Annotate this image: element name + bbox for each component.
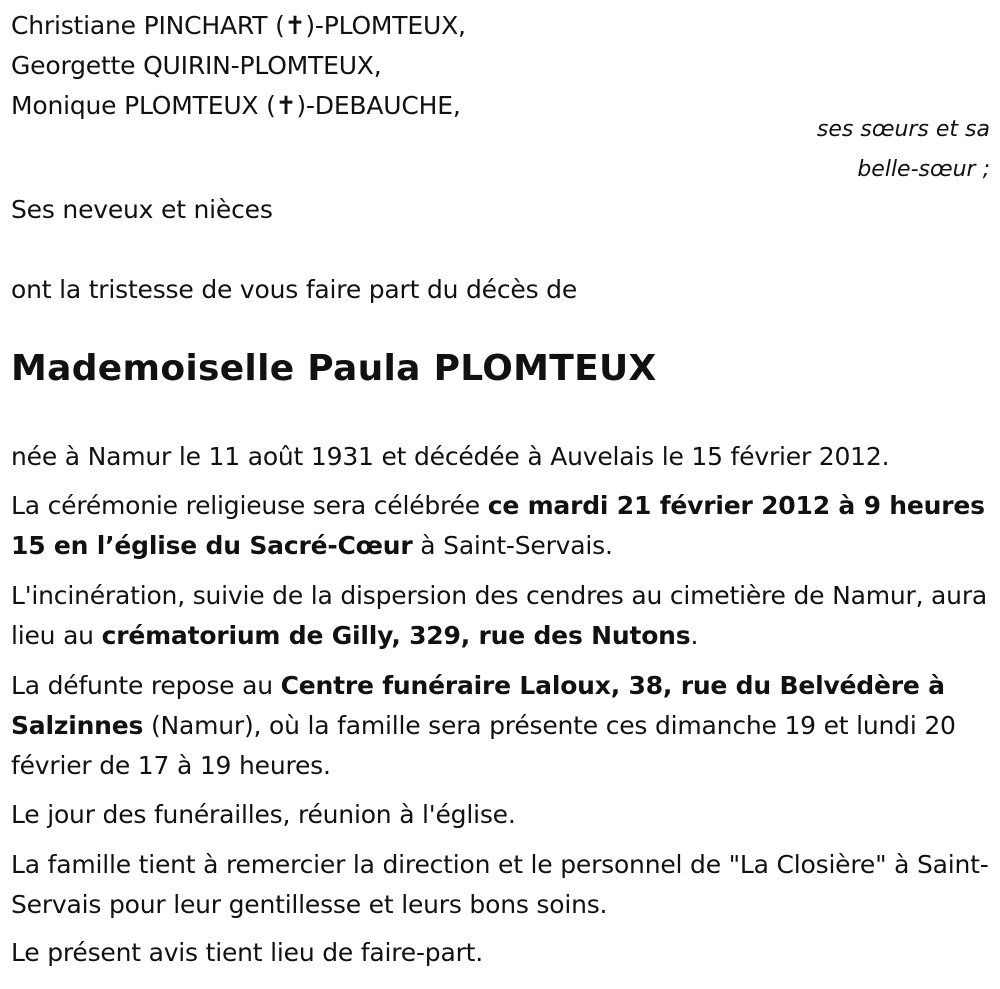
rest-location: Centre funéraire Laloux, 38, rue du Belvédère à Salzinnes xyxy=(11,671,945,740)
birth-death-paragraph: née à Namur le 11 août 1931 et décédée à Auvelais le 15 février 2012. xyxy=(11,442,890,471)
relative-line-2: Georgette QUIRIN-PLOMTEUX, xyxy=(11,51,382,80)
cremation-details: crématorium de Gilly, 329, rue des Nutons xyxy=(101,621,691,650)
ceremony-paragraph xyxy=(11,486,996,566)
nephews-line: Ses neveux et nièces xyxy=(11,195,273,224)
thanks-paragraph: La famille tient à remercier la direction et le personnel de "La Closière" à Saint-Servais pour leur gentillesse et leurs bons soins. xyxy=(11,850,989,919)
notice-paragraph: Le présent avis tient lieu de faire-part. xyxy=(11,938,484,967)
cremation-paragraph xyxy=(11,576,996,656)
rest-prefix: La défunte repose au xyxy=(11,671,281,700)
announcement-line: ont la tristesse de vous faire part du décès de xyxy=(11,275,578,304)
ceremony-suffix: à Saint-Servais. xyxy=(412,531,613,560)
relation-line-2: belle-sœur ; xyxy=(857,157,990,182)
relation-line-1: ses sœurs et sa xyxy=(816,117,990,142)
cremation-suffix: . xyxy=(690,621,699,650)
relative-line-1: Christiane PINCHART (✝)-PLOMTEUX, xyxy=(11,11,466,40)
ceremony-details: ce mardi 21 février 2012 à 9 heures 15 en l’église du Sacré-Cœur xyxy=(11,491,985,560)
rest-paragraph xyxy=(11,666,996,786)
gathering-paragraph: Le jour des funérailles, réunion à l'église. xyxy=(11,800,516,829)
relative-line-3: Monique PLOMTEUX (✝)-DEBAUCHE, xyxy=(11,91,461,120)
rest-suffix: (Namur), où la famille sera présente ces dimanche 19 et lundi 20 février de 17 à 19 heures. xyxy=(11,711,956,780)
deceased-name: Mademoiselle Paula PLOMTEUX xyxy=(11,348,657,389)
ceremony-prefix: La cérémonie religieuse sera célébrée xyxy=(11,491,488,520)
cremation-prefix: L'incinération, suivie de la dispersion des cendres au cimetière de Namur, aura lieu au xyxy=(11,581,988,650)
